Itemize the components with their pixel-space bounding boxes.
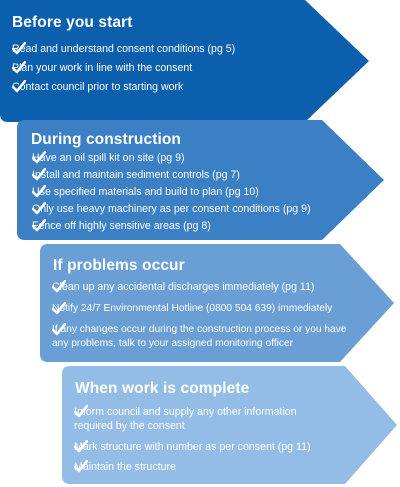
checkmark-icon	[12, 80, 26, 93]
list-item-text: Read and understand consent conditions (pg 5)	[12, 43, 236, 55]
list-item	[52, 323, 364, 351]
section-when-work-is-complete	[62, 366, 398, 485]
list-item-text: Notify 24/7 Environmental Hotline (0800 504 639) immediately	[52, 303, 333, 314]
list-item	[32, 168, 342, 182]
list-item	[12, 80, 312, 94]
checkmark-icon	[12, 61, 26, 74]
list-item-text: Only use heavy machinery as per consent conditions (pg 9)	[32, 203, 311, 215]
checkmark-icon	[32, 151, 46, 164]
section-title: If problems occur	[53, 257, 185, 274]
section-title: During construction	[31, 131, 182, 148]
list-item-text: Maintain the structure	[74, 461, 176, 473]
checkmark-icon	[74, 405, 88, 418]
checkmark-icon	[74, 440, 88, 453]
list-item	[32, 151, 342, 165]
checkmark-icon	[32, 202, 46, 215]
section-if-problems-occur	[40, 244, 395, 363]
list-item-text: Inform council and supply any other information required by the consent	[74, 406, 297, 432]
list-item	[52, 302, 374, 316]
checkmark-icon	[32, 185, 46, 198]
list-item-text: If any changes occur during the construction process or you have any problems, talk to your assigned monitoring officer	[52, 324, 347, 349]
list-item-text: Fence off highly sensitive areas (pg 8)	[32, 220, 211, 232]
section-during-construction	[17, 120, 385, 241]
checkmark-icon	[12, 42, 26, 55]
section-title: Before you start	[12, 14, 133, 31]
list-item-text: Use specified materials and build to plan (pg 10)	[32, 186, 259, 198]
list-item	[74, 405, 329, 433]
list-item	[32, 185, 342, 199]
section-before-you-start	[0, 0, 370, 123]
list-item-text: Clean up any accidental discharges immediately (pg 11)	[52, 281, 315, 293]
list-item-text: Plan your work in line with the consent	[12, 62, 193, 74]
list-item	[52, 280, 372, 294]
list-item-text: Have an oil spill kit on site (pg 9)	[32, 152, 185, 164]
checkmark-icon	[52, 302, 66, 315]
list-item	[32, 219, 342, 233]
list-item	[12, 61, 312, 75]
checkmark-icon	[52, 323, 66, 336]
checkmark-icon	[52, 280, 66, 293]
list-item	[32, 202, 352, 216]
list-item	[74, 440, 344, 454]
checkmark-icon	[32, 219, 46, 232]
list-item	[12, 42, 312, 56]
list-item	[74, 460, 344, 474]
checkmark-icon	[32, 168, 46, 181]
list-item-text: Mark structure with number as per consent (pg 11)	[74, 441, 311, 453]
list-item-text: Install and maintain sediment controls (pg 7)	[32, 169, 240, 181]
list-item-text: Contact council prior to starting work	[12, 81, 184, 93]
section-title: When work is complete	[75, 380, 250, 397]
checkmark-icon	[74, 460, 88, 473]
